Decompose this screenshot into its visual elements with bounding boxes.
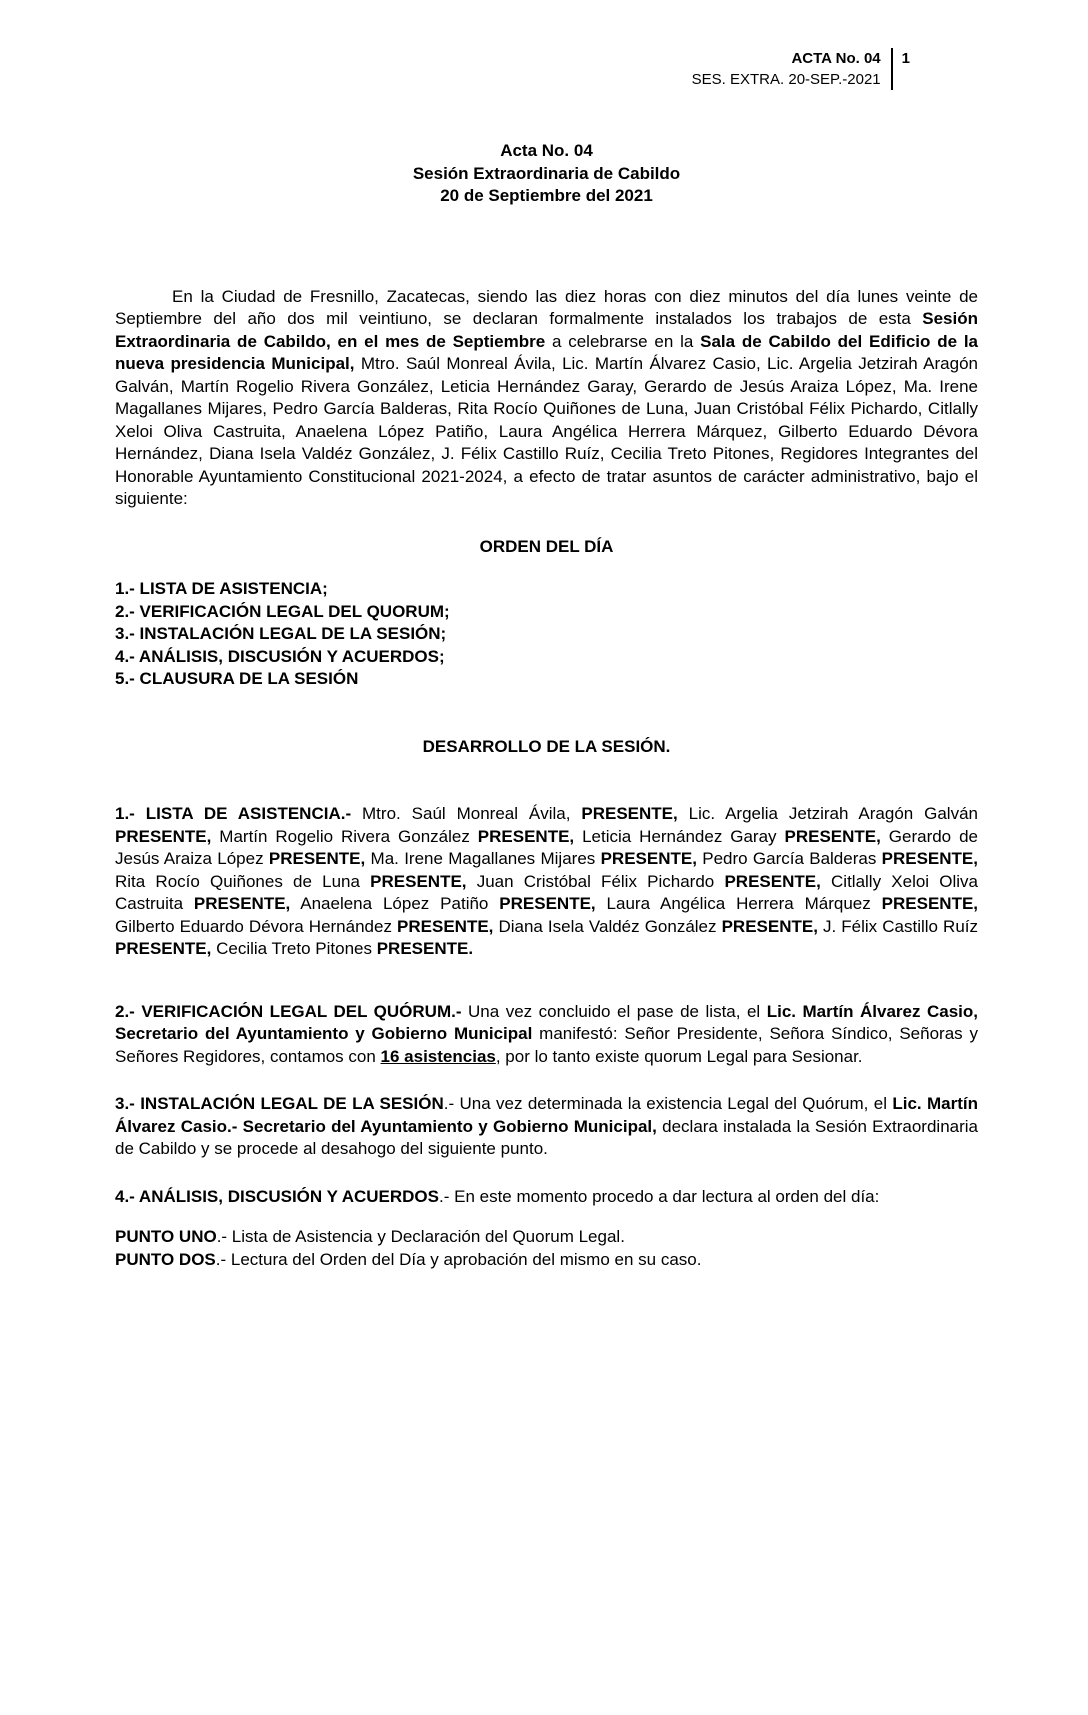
text-run: Lic. Argelia Jetzirah Aragón Galván: [677, 804, 978, 823]
text-run: Gerardo de Jesús Araiza López: [115, 826, 978, 868]
orden-item-3: 3.- INSTALACIÓN LEGAL DE LA SESIÓN;: [115, 624, 447, 643]
text-run: PRESENTE,: [784, 826, 881, 846]
text-run: PRESENTE,: [115, 939, 212, 958]
acta-number-label: ACTA No. 04: [791, 50, 881, 67]
text-run: PRESENTE,: [881, 894, 979, 913]
text-run: , por lo tanto existe quorum Legal para Sesionar.: [495, 1046, 863, 1066]
text-run: Sala de Cabildo del Edificio de la nueva presidencia Municipal,: [115, 331, 978, 373]
text-run: Lic. Martín Álvarez Casio.- Secretario del Ayuntamiento y Gobierno Municipal,: [115, 1094, 978, 1136]
text-run: Lic. Martín Álvarez Casio, Secretario del Ayuntamiento y Gobierno Municipal: [115, 1001, 979, 1043]
text-run: 4.- ANÁLISIS, DISCUSIÓN Y ACUERDOS: [115, 1186, 439, 1206]
text-run: manifestó: Señor Presidente, Señora Síndico, Señoras y Señores Regidores, contamos con: [115, 1024, 978, 1066]
orden-del-dia-heading: ORDEN DEL DÍA: [479, 536, 614, 556]
text-run: PRESENTE,: [581, 804, 678, 823]
text-run: a celebrarse en la: [545, 331, 701, 351]
text-run: .- Una vez determinada la existencia Legal del Quórum, el: [443, 1094, 893, 1113]
text-run: PRESENTE,: [370, 871, 467, 891]
text-run: PRESENTE,: [724, 871, 821, 891]
text-run: Ma. Irene Magallanes Mijares: [365, 849, 601, 868]
text-run: PRESENTE,: [499, 894, 596, 913]
lista-asistencia-paragraph: [115, 803, 978, 961]
orden-del-dia-list: [115, 578, 978, 691]
text-run: Rita Rocío Quiñones de Luna: [115, 871, 371, 891]
text-run: declara instalada la Sesión Extraordinaria de Cabildo y se procede al desahogo del siguiente punto.: [115, 1116, 978, 1158]
orden-item-1: 1.- LISTA DE ASISTENCIA;: [115, 579, 328, 598]
intro-paragraph: [115, 286, 978, 511]
text-run: .- En este momento procedo a dar lectura al orden del día:: [439, 1186, 880, 1206]
text-run: PRESENTE,: [268, 849, 366, 868]
orden-item-5: 5.- CLAUSURA DE LA SESIÓN: [115, 669, 359, 688]
text-run: PRESENTE,: [721, 916, 818, 936]
analisis-acuerdos-paragraph: [115, 1186, 978, 1209]
text-run: Mtro. Saúl Monreal Ávila,: [351, 804, 582, 823]
text-run: .- Lectura del Orden del Día y aprobación del mismo en su caso.: [215, 1249, 702, 1269]
text-run: .- Lista de Asistencia y Declaración del Quorum Legal.: [216, 1227, 625, 1246]
document-title: [115, 140, 978, 208]
page-number: 1: [901, 50, 910, 67]
title-line-date: 20 de Septiembre del 2021: [440, 186, 653, 205]
text-run: PRESENTE,: [600, 849, 697, 868]
instalacion-legal-paragraph: [115, 1093, 978, 1161]
orden-item-4: 4.- ANÁLISIS, DISCUSIÓN Y ACUERDOS;: [115, 646, 445, 666]
text-run: 3.- INSTALACIÓN LEGAL DE LA SESIÓN: [115, 1094, 444, 1113]
text-run: Mtro. Saúl Monreal Ávila, Lic. Martín Álvarez Casio, Lic. Argelia Jetzirah Aragón Galván, Martín Rogelio Rivera González, Leticia Hernández Garay, Gerardo de Jesús Araiza López, Ma. Irene Magallanes Mijares, Pedro García Balderas, Rita Rocío Quiñones de Luna, Juan Cristóbal Félix Pichardo, Citlally Xeloi Oliva Castruita, Anaelena López Patiño, Laura Angélica Herrera Márquez, Gilberto Eduardo Dévora Hernández, Diana Isela Valdéz González, J. Félix Castillo Ruíz, Cecilia Treto Pitones, Regidores Integrantes del Honorable Ayuntamiento Constitucional 2021-2024, a efecto de tratar asuntos de carácter administrativo, bajo el siguiente:: [115, 354, 978, 508]
text-run: Laura Angélica Herrera Márquez: [595, 894, 882, 913]
text-run: PRESENTE,: [477, 826, 575, 846]
text-run: J. Félix Castillo Ruíz: [817, 916, 979, 936]
text-run: PRESENTE.: [376, 939, 474, 958]
text-run: PUNTO DOS: [115, 1249, 216, 1269]
text-run: Anaelena López Patiño: [290, 894, 500, 913]
text-run: En la Ciudad de Fresnillo, Zacatecas, siendo las diez horas con diez minutos del día lunes veinte de Septiembre del año dos mil veintiuno, se declaran formalmente instalados los trabajos de esta: [115, 286, 978, 328]
desarrollo-heading: DESARROLLO DE LA SESIÓN.: [422, 736, 671, 756]
session-date-label: SES. EXTRA. 20-SEP.-2021: [691, 71, 881, 88]
verificacion-quorum-paragraph: [115, 1001, 978, 1069]
text-run: Pedro García Balderas: [696, 849, 882, 868]
text-run: Gilberto Eduardo Dévora Hernández: [115, 916, 398, 936]
text-run: Sesión Extraordinaria de Cabildo, en el mes de Septiembre: [115, 309, 978, 351]
title-line-acta: Acta No. 04: [500, 141, 593, 160]
text-run: PUNTO UNO: [115, 1227, 217, 1246]
text-run: PRESENTE,: [193, 894, 291, 913]
text-run: Juan Cristóbal Félix Pichardo: [466, 871, 725, 891]
text-run: Cecilia Treto Pitones: [211, 939, 377, 958]
title-line-session: Sesión Extraordinaria de Cabildo: [412, 163, 681, 183]
text-run: PRESENTE,: [881, 849, 978, 868]
text-run: PRESENTE,: [115, 826, 212, 846]
text-run: 1.- LISTA DE ASISTENCIA.-: [115, 804, 352, 823]
punto-dos-line: [115, 1249, 978, 1272]
document-body: [115, 0, 978, 1271]
text-run: PRESENTE,: [397, 916, 494, 936]
text-run: 16 asistencias: [380, 1046, 496, 1066]
text-run: 2.- VERIFICACIÓN LEGAL DEL QUÓRUM.-: [115, 1001, 462, 1021]
puntos-block: [115, 1226, 978, 1271]
text-run: Citlally Xeloi Oliva Castruita: [115, 871, 979, 913]
text-run: Una vez concluido el pase de lista, el: [461, 1001, 767, 1021]
punto-uno-line: [115, 1226, 978, 1249]
text-run: Diana Isela Valdéz González: [493, 916, 722, 936]
orden-item-2: 2.- VERIFICACIÓN LEGAL DEL QUORUM;: [115, 601, 450, 621]
text-run: Martín Rogelio Rivera González: [211, 826, 478, 846]
text-run: Leticia Hernández Garay: [574, 826, 785, 846]
